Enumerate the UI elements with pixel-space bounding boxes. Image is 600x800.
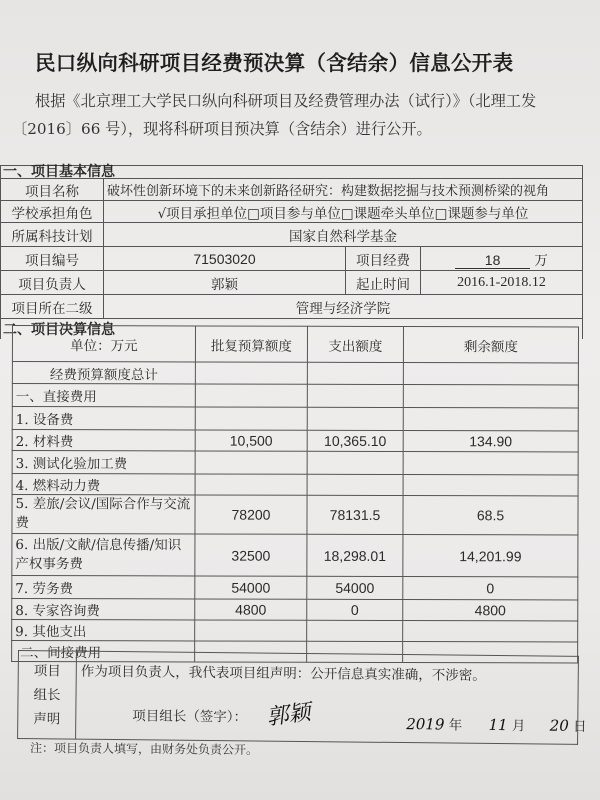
header-budget: 批复预算额度	[195, 326, 307, 362]
cell-budget	[195, 384, 307, 407]
cell-remain: 134.90	[403, 431, 578, 452]
leader-label: 项目负责人	[1, 271, 104, 295]
table-row	[12, 495, 578, 535]
cell-item: 一、直接费用	[12, 384, 195, 407]
page-title: 民口纵向科研项目经费预决算（含结余）信息公开表	[35, 51, 514, 75]
section-basic-info: 一、项目基本信息	[1, 166, 583, 179]
cell-remain	[403, 475, 578, 496]
cell-spent: 78131.5	[307, 495, 403, 534]
leader-value: 郭颖	[104, 271, 346, 295]
section-settlement: 二、项目决算信息	[1, 319, 583, 340]
year-unit: 年	[448, 717, 463, 734]
table-row	[12, 599, 578, 621]
cell-spent: 10,365.10	[307, 430, 403, 451]
cell-item: 1. 设备费	[12, 407, 195, 430]
cell-item: 7. 劳务费	[12, 576, 195, 599]
intro-line-2: 〔2016〕66 号），现将科研项目预决算（含结余）进行公开。	[12, 120, 432, 138]
basic-info-table	[0, 165, 583, 339]
cell-spent	[307, 384, 403, 407]
cell-remain: 0	[403, 577, 578, 600]
day-unit: 日	[573, 718, 587, 735]
settlement-table	[11, 325, 579, 663]
footnote: 注：项目负责人填写，由财务处负责公开。	[29, 741, 259, 757]
cell-remain	[403, 363, 578, 385]
funding-label: 项目经费	[346, 247, 421, 271]
cell-item: 4. 燃料动力费	[12, 474, 195, 495]
cell-item: 5. 差旅/会议/国际合作与交流费	[12, 495, 195, 534]
period-value: 2016.1-2018.12	[421, 271, 583, 295]
header-remain: 剩余额度	[403, 327, 578, 363]
cell-budget	[195, 362, 307, 384]
date-year: 2019	[406, 715, 445, 734]
cell-item: 2. 材料费	[12, 430, 195, 451]
cell-remain	[403, 385, 578, 408]
period-label: 起止时间	[346, 271, 421, 295]
header-spent: 支出额度	[307, 326, 403, 362]
cell-spent	[307, 451, 403, 474]
dept-value: 管理与经济学院	[104, 295, 583, 319]
cell-budget: 4800	[195, 599, 307, 620]
month-unit: 月	[511, 718, 526, 735]
cell-budget	[195, 407, 307, 430]
cell-budget	[195, 474, 307, 495]
table-row	[12, 576, 578, 600]
intro-line-1: 根据《北京理工大学民口纵向科研项目及经费管理办法（试行）》（北理工发	[35, 92, 537, 110]
table-row	[12, 451, 578, 475]
cell-item: 3. 测试化验加工费	[12, 451, 195, 474]
cell-remain: 68.5	[403, 496, 578, 535]
cell-spent	[307, 620, 403, 641]
plan-value: 国家自然科学基金	[104, 223, 583, 247]
name-label: 项目名称	[1, 179, 104, 201]
sign-label: 项目组长（签字）：	[132, 708, 248, 726]
cell-budget: 32500	[195, 534, 307, 576]
cell-budget: 78200	[195, 495, 307, 534]
table-row	[12, 620, 578, 642]
cell-spent	[307, 474, 403, 495]
cell-spent: 54000	[307, 576, 403, 599]
header-unit: 单位：万元	[12, 326, 195, 362]
table-row	[12, 407, 578, 431]
signature: 郭颖	[265, 700, 313, 731]
table-row	[12, 534, 578, 577]
cell-remain	[403, 621, 578, 642]
cell-item: 二、间接费用	[12, 641, 195, 662]
role-value: √项目承担单位□项目参与单位□课题牵头单位□课题参与单位	[104, 201, 583, 223]
statement-table	[17, 650, 587, 745]
number-value: 71503020	[104, 247, 346, 271]
cell-spent	[307, 362, 403, 384]
cell-budget: 54000	[195, 576, 307, 599]
cell-remain	[403, 452, 578, 475]
cell-remain: 14,201.99	[403, 535, 578, 577]
table-row	[12, 430, 578, 452]
cell-spent	[307, 407, 403, 430]
cell-spent: 18,298.01	[307, 534, 403, 576]
cell-budget: 10,500	[195, 430, 307, 451]
date-month: 11	[488, 715, 508, 735]
name-value: 破坏性创新环境下的未来创新路径研究：构建数据挖掘与技术预测桥梁的视角	[104, 179, 583, 201]
table-row	[12, 362, 578, 385]
funding-unit: 万	[534, 252, 548, 269]
cell-remain: 4800	[403, 600, 578, 621]
funding-value: 18	[455, 252, 530, 269]
plan-label: 所属科技计划	[1, 223, 104, 247]
cell-budget	[195, 451, 307, 474]
statement-label: 项目组长声明	[18, 651, 77, 740]
cell-remain	[403, 408, 578, 431]
cell-item: 8. 专家咨询费	[12, 599, 195, 620]
table-row	[12, 384, 578, 408]
cell-item: 9. 其他支出	[12, 620, 195, 641]
number-label: 项目编号	[1, 247, 104, 271]
cell-item: 6. 出版/文献/信息传播/知识产权事务费	[12, 534, 195, 576]
date-day: 20	[549, 716, 569, 735]
cell-spent: 0	[307, 599, 403, 620]
dept-label: 项目所在二级	[1, 295, 104, 319]
statement-text: 作为项目负责人，我代表项目组声明：公开信息真实准确，不涉密。	[80, 663, 486, 684]
cell-budget	[195, 620, 307, 641]
table-row	[12, 474, 578, 496]
role-label: 学校承担角色	[1, 201, 104, 223]
cell-item: 经费预算额度总计	[12, 362, 195, 384]
